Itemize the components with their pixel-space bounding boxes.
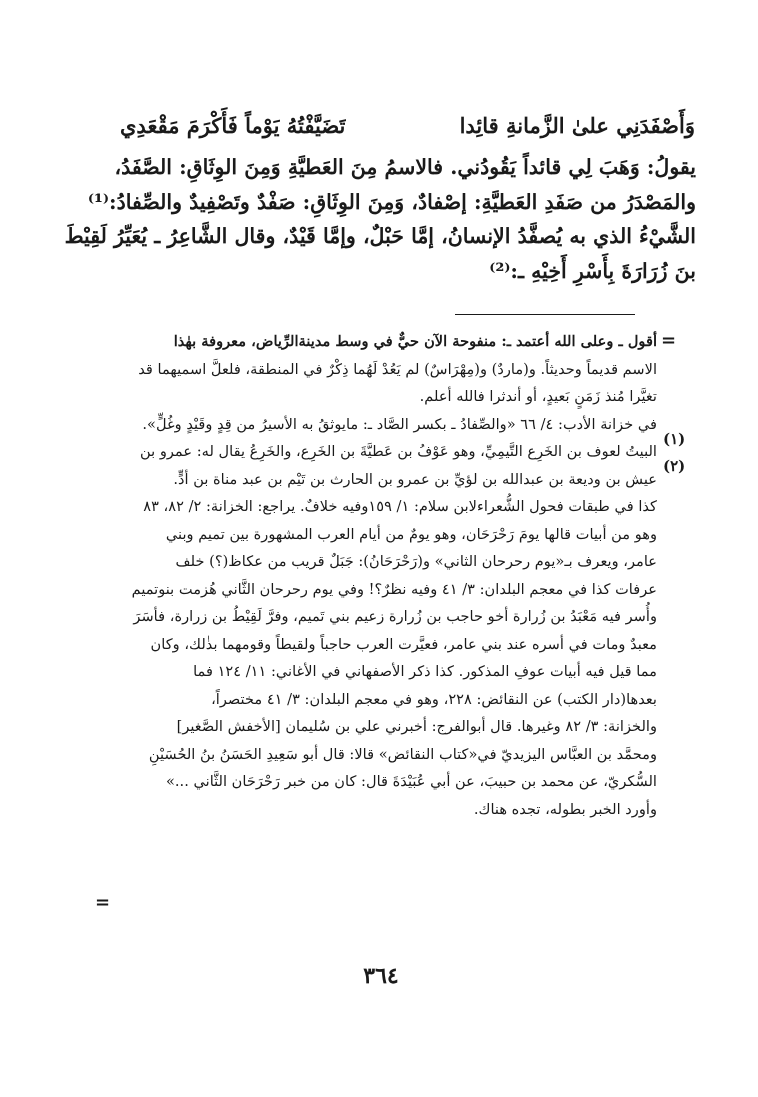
footnote-2-line: وأُسر فيه مَعْبَدُ بن زُرارة أخو حاجب بن زُرارة زعيم بني تَميم، وفرَّ لَقِيْطُ بن زرارة، فأسَرَ [133,608,657,625]
footnote-divider [455,314,635,315]
footnote-1-number: (١) [663,430,686,448]
footnote-2-line: وهو من أبيات قالها يومَ رَحْرَحَان، وهو يومٌ من أيام العرب المشهورة بين تميم وبني [165,525,657,543]
footnote-2-line: وأورد الخبر بطوله، تجده هناك. [473,800,657,818]
footnote-2-line: معبدٌ ومات في أسره عند بني عامر، فعيَّرت العرب حاجباً ولقيطاً وقومهما بذٰلك، وكان [150,635,657,653]
footnote-1-line: في خزانة الأدب: ٤/ ٦٦ «والصِّفادُ ـ بكسر الصَّاد ـ: مايوثقُ به الأسيرُ من قِدٍ وقَيْدٍ وغُلٍّ». [142,415,657,433]
footnote-2-line: ومحمَّد بن العبَّاس اليزيديّ في«كتاب النقائض» قالا: قال أبو سَعِيدِ الحَسَنُ بنُ الحُسَيْنِ [148,745,657,763]
footnote-2-line: عرفات كذا في معجم البلدان: ٣/ ٤١ وفيه نظرٌ؟! وفي يوم رحرحان الثَّاني هُزمت بنوتميم [131,580,657,598]
main-line: يقولُ: وَهَبَ لِي قائداً يَقُودُني. فالاسمُ مِنَ العَطيَّةِ وَمِنَ الوِثَاقِ: الصَّفَدُ، [114,155,696,179]
continuation-marker: = [95,892,111,913]
footnote-2-line: بعدها(دار الكتب) عن النقائض: ٢٢٨، وهو في معجم البلدان: ٣/ ٤١ مختصراً، [211,690,657,708]
continuation-marker: = [661,330,677,351]
footnote-2-number: (٢) [663,457,686,475]
main-line: الشَّيْءُ الذي به يُصفَّدُ الإنسانُ، إمَّا حَبْلٌ، وإمَّا قَيْدٌ، وقال الشَّاعِرُ ـ يُعَيِّرُ لَقِيْطَ [64,224,696,248]
verse-hemistich-left: تَضَيَّفْتُهُ يَوْماً فَأَكْرَمَ مَقْعَدِي [120,113,346,138]
footnote-2-line: السُّكريّ، عن محمد بن حبيبَ، عن أبي عُبَيْدَةَ قال: كان من خبر رَحْرَحَان الثَّاني ...» [165,773,657,790]
footnotes-section [95,328,657,823]
footnote-2-line: كذا في طبقات فحول الشُّعراءلابن سلام: ١/ ١٥٩وفيه خلافٌ. يراجع: الخزانة: ٢/ ٨٢، ٨٣ [143,498,657,515]
main-line: والمَصْدَرُ من صَفَدِ العَطيَّةِ: إصْفادٌ، وَمِنَ الوِثَاقِ: صَفْدٌ وتَصْفِيدٌ والصِّفادُ:⁽¹⁾ [87,189,696,214]
note-intro-line: أقول ـ وعلى الله أعتمد ـ: منفوحة الآن حيٌّ في وسط مدينةالرِّياض، معروفة بهٰذا [173,333,657,350]
note-intro-line: الاسم قديماً وحديثاً. و(ماردٌ) و(مِهْرَاسٌ) لم يَعُدْ لَهُما ذِكْرٌ في المنطقة، فلعلَّ اسميهما قد [138,360,657,378]
main-line: بنَ زُرَارَةَ بِأَسْرِ أَخِيْهِ ـ:⁽²⁾ [489,258,696,283]
footnote-2-line: عيش بن وديعة بن عبدالله بن لؤيِّ بن عمرو بن الحارث بن تَيْم بن عبد مناة بن أدٍّ. [173,470,657,488]
footnote-2-line: مما قيل فيه أبيات عوفِ المذكور. كذا ذكر الأصفهاني في الأغاني: ١١/ ١٢٤ فما [193,663,657,680]
footnote-2-line: عامر، ويعرف بـ«يوم رحرحان الثاني» و(رَحْرَحَانُ): جَبَلٌ قريب من عكاظ(؟) خلف [175,553,657,570]
note-intro-line: تغيَّرا مُنذ زَمَنٍ بَعيدٍ، أو أندثرا فالله أعلم. [419,388,657,405]
poem-verse [120,110,695,142]
footnote-2-line: البيتُ لعوف بن الخَرِع التَّيمِيِّ، وهو عَوْفُ بن عَطيَّةَ بن الخَرِع، والخَرِعُ يقال له: عمرو بن [140,443,657,460]
footnote-2-line: والخزانة: ٣/ ٨٢ وغيرها. قال أبوالفرج: أخبرني علي بن سُليمان [الأخفش الصَّغير] [176,718,657,735]
verse-hemistich-right: وَأَصْفَدَنِي علىٰ الزَّمانةِ قائِدا [459,113,695,138]
main-text [64,150,696,288]
page-number: ٣٦٤ [363,963,399,989]
